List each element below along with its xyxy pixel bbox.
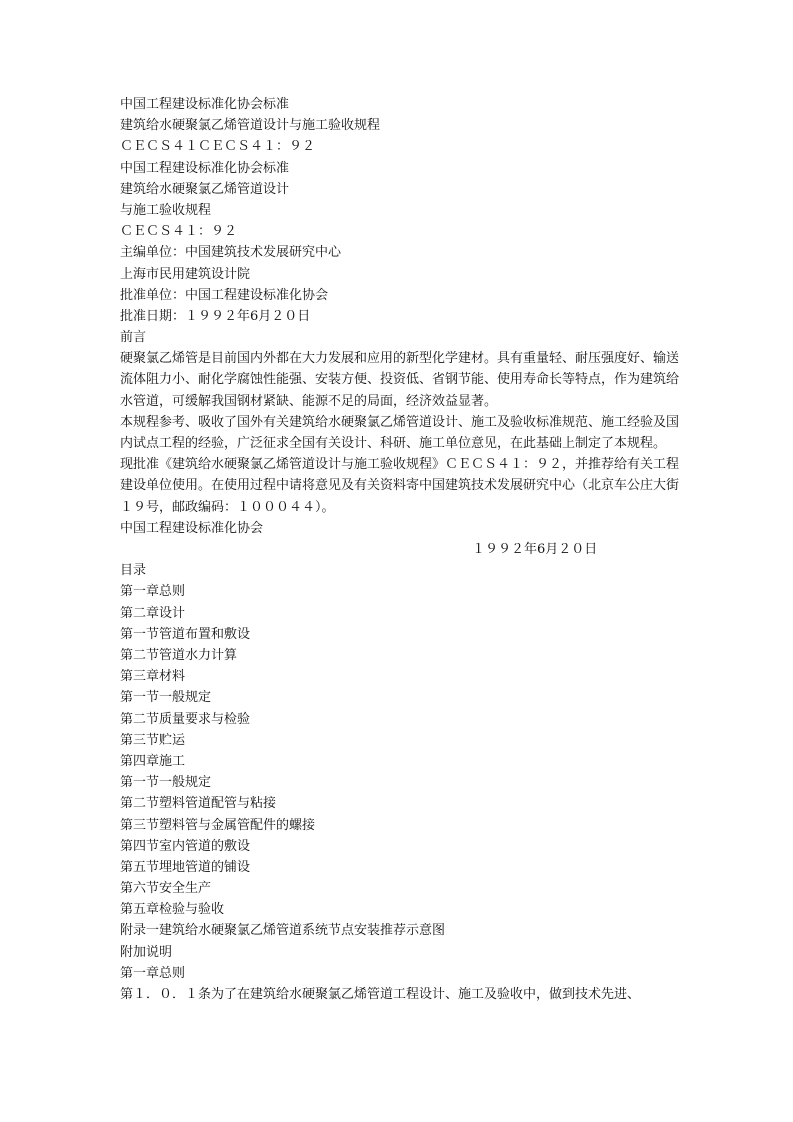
- toc-item[interactable]: 第二节管道水力计算: [120, 648, 238, 663]
- toc-item[interactable]: 第一章总则: [120, 584, 186, 600]
- chapter-heading: 第一章总则: [120, 965, 186, 981]
- preface-paragraph-3: 现批准《建筑给水硬聚氯乙烯管道设计与施工验收规程》ＣＥＣＳ４１：９２，并推荐给有关工程建设单位使用。在使用过程中请将意见及有关资料寄中国建筑技术发展研究中心（北京车公庄大街１９号，邮政编码：１０００４４）。: [120, 457, 680, 515]
- toc-item[interactable]: 第四节室内管道的敷设: [120, 838, 251, 854]
- toc-heading: 目录: [120, 563, 147, 579]
- toc-item[interactable]: 第二节塑料管道配管与粘接: [120, 796, 277, 812]
- org-standard-heading-repeat: 中国工程建设标准化协会标准: [120, 160, 290, 176]
- preface-paragraph-1: 硬聚氯乙烯管是目前国内外都在大力发展和应用的新型化学建材。具有重量轻、耐压强度好、输送流体阻力小、耐化学腐蚀性能强、安装方便、投资低、省钢节能、使用寿命长等特点，作为建筑给水管道，可缓解我国钢材紧缺、能源不足的局面，经济效益显著。: [120, 351, 680, 409]
- editor-unit: 主编单位：中国建筑技术发展研究中心: [120, 245, 342, 261]
- document-title-line-2: 与施工验收规程: [120, 202, 212, 218]
- toc-item[interactable]: 第五节埋地管道的铺设: [120, 859, 251, 875]
- toc-item[interactable]: 第二章设计: [120, 605, 186, 621]
- clause-text: 第１．０．１条为了在建筑给水硬聚氯乙烯管道工程设计、施工及验收中，做到技术先进、: [120, 987, 641, 1002]
- standard-code: ＣＥＣＳ４１ＣＥＣＳ４１：９２: [120, 139, 316, 155]
- preface-paragraph-2: 本规程参考、吸收了国外有关建筑给水硬聚氯乙烯管道设计、施工及验收标准规范、施工经验及国内试点工程的经验，广泛征求全国有关设计、科研、施工单位意见，在此基础上制定了本规程。: [120, 414, 680, 452]
- toc-item[interactable]: 第六节安全生产: [120, 881, 212, 897]
- document-title: 建筑给水硬聚氯乙烯管道设计与施工验收规程: [120, 118, 381, 134]
- preface-signature: 中国工程建设标准化协会: [120, 520, 264, 536]
- toc-item[interactable]: 第四章施工: [120, 753, 186, 769]
- toc-item[interactable]: 第五章检验与验收: [120, 902, 225, 918]
- toc-item[interactable]: 第一节一般规定: [120, 775, 212, 791]
- toc-item[interactable]: 第三节塑料管与金属管配件的螺接: [120, 817, 316, 833]
- preface-heading: 前言: [120, 330, 147, 346]
- preface-date: １９９２年6月２０日: [472, 542, 598, 558]
- toc-item[interactable]: 第二节质量要求与检验: [120, 711, 251, 727]
- document-page: [120, 94, 680, 1005]
- toc-item[interactable]: 第三节贮运: [120, 732, 186, 748]
- approval-unit: 批准单位：中国工程建设标准化协会: [120, 287, 329, 303]
- approval-date: 批准日期：１９９２年6月２０日: [120, 308, 311, 324]
- toc-item[interactable]: 第一节管道布置和敷设: [120, 626, 251, 642]
- toc-item[interactable]: 第一节一般规定: [120, 690, 212, 706]
- document-title-line-1: 建筑给水硬聚氯乙烯管道设计: [120, 181, 290, 197]
- toc-item[interactable]: 附录一建筑给水硬聚氯乙烯管道系统节点安装推荐示意图: [120, 923, 446, 939]
- toc-item[interactable]: 第三章材料: [120, 669, 186, 685]
- org-standard-heading: 中国工程建设标准化协会标准: [120, 97, 290, 112]
- toc-item[interactable]: 附加说明: [120, 944, 173, 960]
- editor-unit-secondary: 上海市民用建筑设计院: [120, 266, 251, 282]
- standard-code-repeat: ＣＥＣＳ４１：９２: [120, 224, 238, 240]
